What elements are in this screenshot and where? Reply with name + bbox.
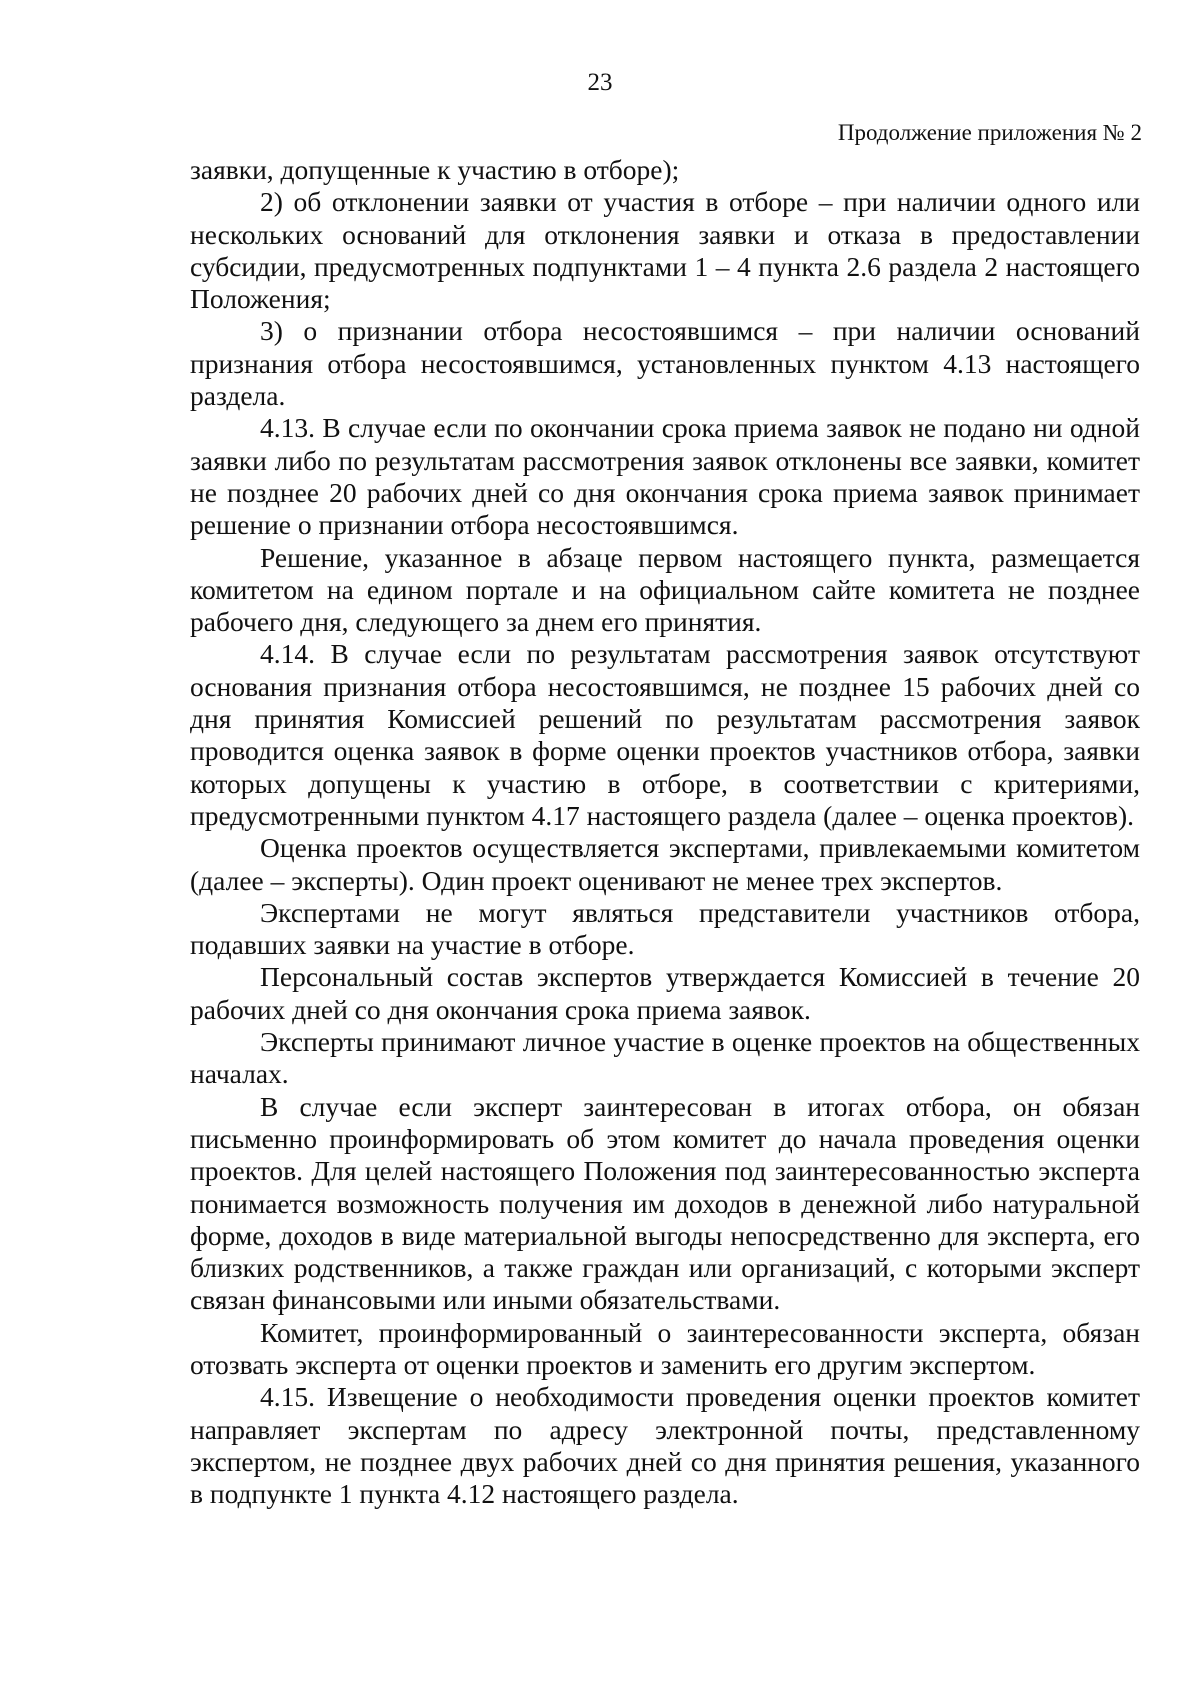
paragraph-expert-replacement: Комитет, проинформированный о заинтересованности эксперта, обязан отозвать эксперта от оценки проектов и заменить его другим экспертом. (190, 1316, 1140, 1380)
paragraph-4-13: 4.13. В случае если по окончании срока приема заявок не подано ни одной заявки либо по результатам рассмотрения заявок отклонены все заявки, комитет не позднее 20 рабочих дней со дня окончания срока приема заявок принимает решение о признании отбора несостоявшимся. (190, 412, 1140, 541)
paragraph-decision-placement: Решение, указанное в абзаце первом настоящего пункта, размещается комитетом на едином портале и на официальном сайте комитета не позднее рабочего дня, следующего за днем его принятия. (190, 541, 1140, 638)
paragraph-experts-composition: Персональный состав экспертов утверждается Комиссией в течение 20 рабочих дней со дня окончания срока приема заявок. (190, 961, 1140, 1025)
paragraph-4-14: 4.14. В случае если по результатам рассмотрения заявок отсутствуют основания признания отбора несостоявшимся, не позднее 15 рабочих дней со дня принятия Комиссией решений по результатам рассмотрения заявок проводится оценка заявок в форме оценки проектов участников отбора, заявки которых допущены к участию в отборе, в соответствии с критериями, предусмотренными пунктом 4.17 настоящего раздела (далее – оценка проектов). (190, 638, 1140, 831)
paragraph-item-3: 3) о признании отбора несостоявшимся – при наличии оснований признания отбора несостоявшимся, установленных пунктом 4.13 настоящего раздела. (190, 315, 1140, 412)
page-number: 23 (587, 69, 613, 96)
document-body (190, 154, 1140, 1510)
paragraph-continuation: заявки, допущенные к участию в отборе); (190, 154, 680, 185)
continuation-note: Продолжение приложения № 2 (837, 120, 1142, 145)
paragraph-experts-voluntary: Эксперты принимают личное участие в оценке проектов на общественных началах. (190, 1026, 1140, 1090)
paragraph-item-2: 2) об отклонении заявки от участия в отборе – при наличии одного или нескольких оснований для отклонения заявки и отказа в предоставлении субсидии, предусмотренных подпунктами 1 – 4 пункта 2.6 раздела 2 настоящего Положения; (190, 186, 1140, 315)
paragraph-conflict-of-interest: В случае если эксперт заинтересован в итогах отбора, он обязан письменно проинформировать об этом комитет до начала проведения оценки проектов. Для целей настоящего Положения под заинтересованностью эксперта понимается возможность получения им доходов в денежной либо натуральной форме, доходов в виде материальной выгоды непосредственно для эксперта, его близких родственников, а также граждан или организаций, с которыми эксперт связан финансовыми или иными обязательствами. (190, 1090, 1140, 1316)
paragraph-experts-restriction: Экспертами не могут являться представители участников отбора, подавших заявки на участие в отборе. (190, 896, 1140, 961)
paragraph-4-15: 4.15. Извещение о необходимости проведения оценки проектов комитет направляет экспертам по адресу электронной почты, представленному экспертом, не позднее двух рабочих дней со дня принятия решения, указанного в подпункте 1 пункта 4.12 настоящего раздела. (190, 1381, 1140, 1510)
paragraph-experts-evaluation: Оценка проектов осуществляется экспертами, привлекаемыми комитетом (далее – эксперты). Один проект оценивают не менее трех экспертов. (190, 832, 1140, 896)
